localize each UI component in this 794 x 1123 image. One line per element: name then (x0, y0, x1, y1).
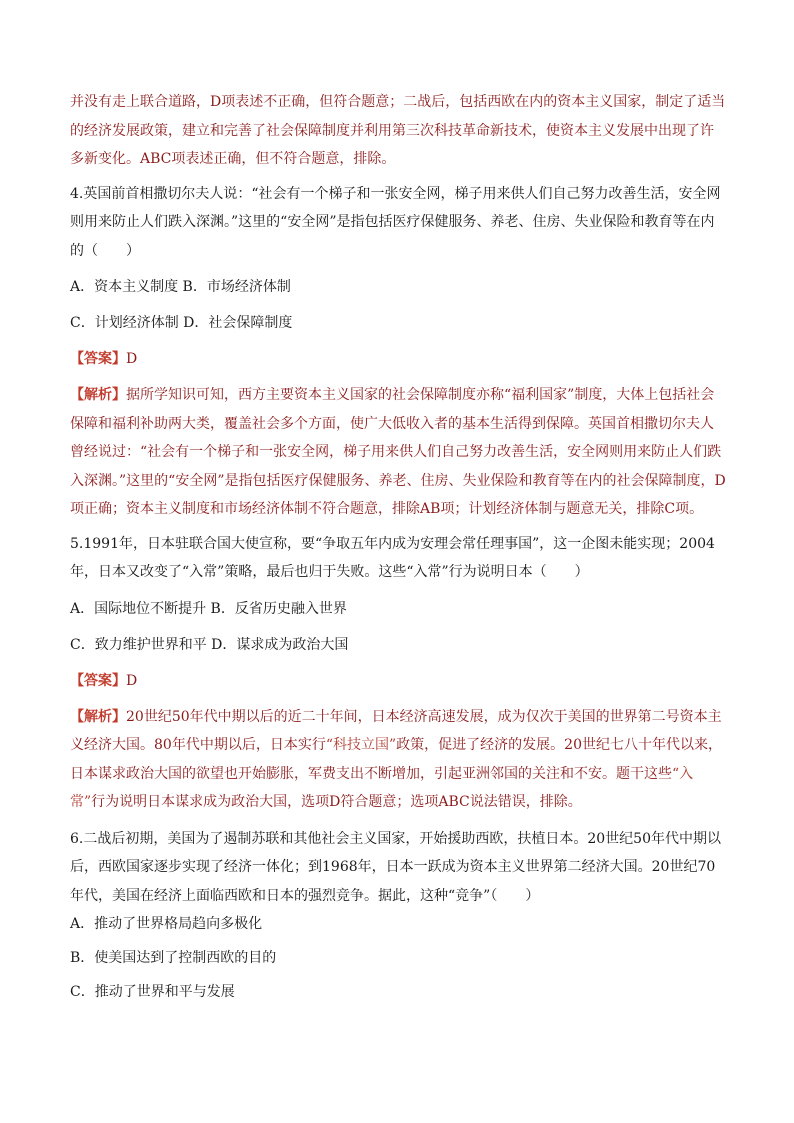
document-page (70, 88, 726, 1006)
analysis-text-part1: 20世纪50年代中期以后的近二十年间，日本经济高速发展，成为仅次于美国的世界第二号资本主义经济大国。80年代中期以后，日本实行 (70, 708, 722, 753)
question-5-answer (70, 667, 726, 695)
question-6-option-c: C．推动了世界和平与发展 (70, 984, 235, 1000)
question-5-options-ab: A．国际地位不断提升 B．反省历史融入世界 (70, 600, 347, 617)
question-4-answer (70, 345, 726, 373)
analysis-text-part2: 政策，促进了经济的发展。20世纪七八十年代以来，日本谋求政治大国的欲望也开始膨胀，军费支出不断增加，引起亚洲邻国的关注和不安。题干这些 (70, 737, 722, 782)
answer-value: D (126, 351, 138, 367)
analysis-tag: 【解析】 (70, 708, 126, 725)
question-4-options-cd: C．计划经济体制 D．社会保障制度 (70, 315, 293, 331)
answer-tag: 【答案】 (70, 351, 126, 367)
question-5-stem: 5.1991年，日本驻联合国大使宣称，要“争取五年内成为安理会常任理事国”，这一企图未能实现；2004年，日本又改变了“入常”策略，最后也归于失败。这些“入常”行为说明日本（ ） (70, 535, 715, 580)
analysis-text: 据所学知识可知，西方主要资本主义国家的社会保障制度亦称“福利国家”制度，大体上包括社会保障和福利补助两大类，覆盖社会多个方面，使广大低收入者的基本生活得到保障。英国首相撒切尔夫人曾经说过：“社会有一个梯子和一张安全网，梯子用来供人们自己努力改善生活，安全网则用来防止人们跌入深渊。”这里的“安全网”是指包括医疗保健服务、养老、住房、失业保险和教育等在内的社会保障制度，D项正确；资本主义制度和市场经济体制不符合题意，排除AB项；计划经济体制与题意无关，排除C项。 (70, 387, 726, 517)
question-6-stem: 6.二战后初期，美国为了遏制苏联和其他社会主义国家，开始援助西欧，扶植日本。20世纪50年代中期以后，西欧国家逐步实现了经济一体化；到1968年，日本一跃成为资本主义世界第二经济大国。20世纪70年代，美国在经济上面临西欧和日本的强烈竞争。据此，这种“竞争”（ ） (70, 830, 721, 904)
question-6-option-a: A．推动了世界格局趋向多极化 (70, 916, 263, 932)
answer-tag: 【答案】 (70, 672, 126, 689)
question-4-options-ab: A．资本主义制度 B．市场经济体制 (70, 279, 291, 295)
analysis-tag: 【解析】 (70, 387, 126, 403)
question-4-stem: 4.英国前首相撒切尔夫人说：“社会有一个梯子和一张安全网，梯子用来供人们自己努力改善生活，安全网则用来防止人们跌入深渊。”这里的“安全网”是指包括医疗保健服务、养老、住房、失业保险和教育等在内的（ ） (70, 185, 721, 259)
intro-analysis-text: 并没有走上联合道路，D项表述不正确，但符合题意；二战后，包括西欧在内的资本主义国家，制定了适当的经济发展政策，建立和完善了社会保障制度并利用第三次科技革命新技术，使资本主义发展中出现了许多新变化。ABC项表述正确，但不符合题意，排除。 (70, 94, 726, 167)
analysis-highlight-2: “入常” (70, 765, 694, 810)
analysis-text-part3: 行为说明日本谋求成为政治大国，选项D符合题意；选项ABC说法错误，排除。 (91, 794, 582, 810)
question-5-analysis (70, 703, 726, 817)
answer-value: D (126, 672, 138, 689)
question-4-analysis (70, 381, 726, 524)
analysis-highlight-1: “科技立国” (325, 737, 397, 753)
question-6-option-b: B．使美国达到了控制西欧的目的 (70, 950, 277, 966)
question-5-options-cd: C．致力维护世界和平 D．谋求成为政治大国 (70, 636, 349, 653)
